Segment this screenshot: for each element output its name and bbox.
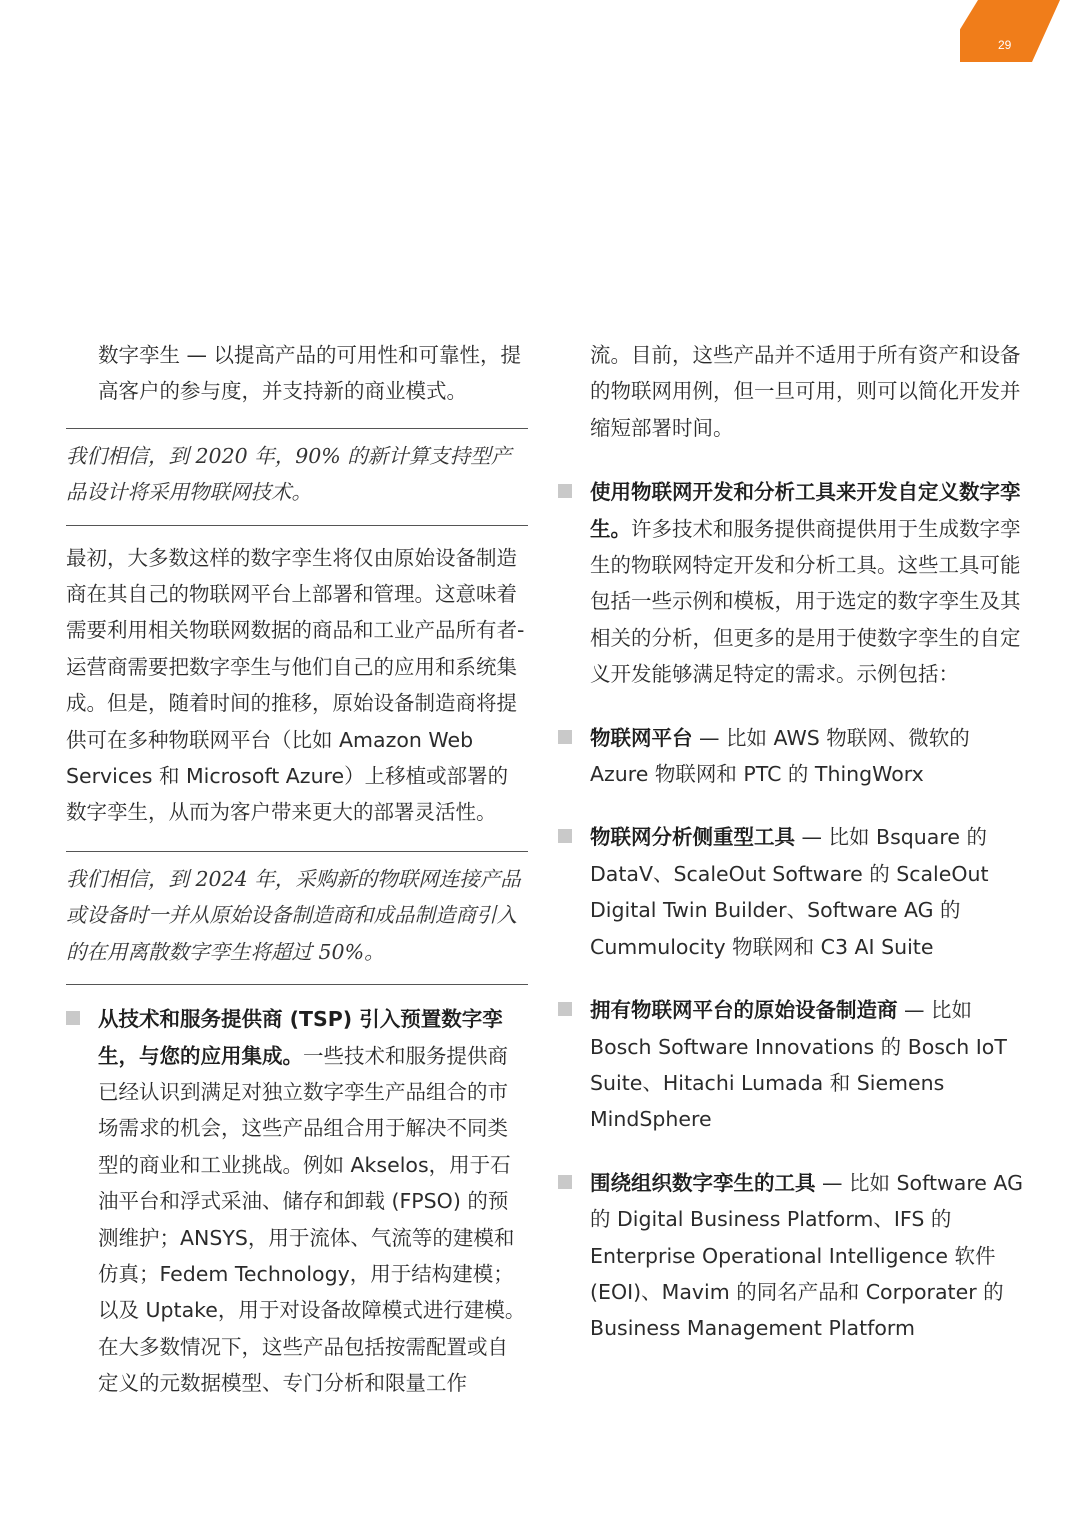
body-paragraph: 最初，大多数这样的数字孪生将仅由原始设备制造商在其自己的物联网平台上部署和管理。这意味着需要利用相关物联网数据的商品和工业产品所有者-运营商需要把数字孪生与他们自己的应用和系统集成。但是，随着时间的推移，原始设备制造商将提供可在多种物联网平台（比如 Amazon Web Services 和 Microsoft Azure）上移植或部署的数字孪生，从而为客户带来更大的部署灵活性。 — [66, 545, 525, 825]
bullet-square-icon — [558, 829, 572, 843]
bullet-dev-tools — [558, 474, 1024, 692]
example-item — [558, 1165, 1024, 1347]
bullet-text: 许多技术和服务提供商提供用于生成数字孪生的物联网特定开发和分析工具。这些工具可能包括一些示例和模板，用于选定的数字孪生及其相关的分析，但更多的是用于使数字孪生的自定义开发能够满足特定的需求。示例包括： — [590, 516, 1021, 687]
example-item — [558, 819, 1024, 965]
example-item — [558, 992, 1024, 1138]
example-heading: 拥有物联网平台的原始设备制造商 — [590, 998, 898, 1023]
example-text: — 比如 Bsquare 的 DataV、ScaleOut Software 的 ScaleOut Digital Twin Builder、Software AG 的 Cummulocity 物联网和 C3 AI Suite — [590, 825, 989, 959]
bullet-square-icon — [558, 484, 572, 498]
bullet-square-icon — [558, 730, 572, 744]
corner-tab — [960, 0, 1080, 62]
example-text: — 比如 Bosch Software Innovations 的 Bosch IoT Suite、Hitachi Lumada 和 Siemens MindSphere — [590, 998, 1007, 1132]
example-heading: 围绕组织数字孪生的工具 — [590, 1170, 816, 1195]
right-column — [558, 337, 1024, 1347]
example-text: — 比如 AWS 物联网、微软的 Azure 物联网和 PTC 的 ThingWorx — [590, 725, 970, 787]
pull-quote-2020: 我们相信，到 2020 年，90% 的新计算支持型产品设计将采用物联网技术。 — [66, 428, 528, 526]
left-column — [66, 337, 528, 1402]
continuation-paragraph: 流。目前，这些产品并不适用于所有资产和设备的物联网用例，但一旦可用，则可以简化开发并缩短部署时间。 — [590, 343, 1021, 440]
example-item — [558, 720, 1024, 793]
bullet-tsp — [66, 1001, 528, 1401]
example-heading: 物联网分析侧重型工具 — [590, 825, 795, 850]
intro-paragraph: 数字孪生 — 以提高产品的可用性和可靠性，提高客户的参与度，并支持新的商业模式。 — [98, 343, 522, 404]
example-text: — 比如 Software AG 的 Digital Business Platform、IFS 的 Enterprise Operational Intelligence 软件 (EOI)、Mavim 的同名产品和 Corporater 的 Business Management Platform — [590, 1170, 1023, 1341]
example-heading: 物联网平台 — [590, 725, 693, 750]
page-number: 29 — [998, 38, 1012, 52]
bullet-square-icon — [66, 1011, 80, 1025]
bullet-heading: 使用物联网开发和分析工具来开发自定义数字孪生。 — [590, 480, 1021, 541]
bullet-heading: 从技术和服务提供商 (TSP) 引入预置数字孪生，与您的应用集成。 — [98, 1007, 503, 1068]
bullet-square-icon — [558, 1002, 572, 1016]
bullet-square-icon — [558, 1175, 572, 1189]
bullet-text: 一些技术和服务提供商已经认识到满足对独立数字孪生产品组合的市场需求的机会，这些产品组合用于解决不同类型的商业和工业挑战。例如 Akselos，用于石油平台和浮式采油、储存和卸载 (FPSO) 的预测维护；ANSYS，用于流体、气流等的建模和仿真；Fedem Technology，用于结构建模；以及 Uptake，用于对设备故障模式进行建模。在大多数情况下，这些产品包括按需配置或自定义的元数据模型、专门分析和限量工作 — [98, 1043, 526, 1396]
pull-quote-2024: 我们相信，到 2024 年，采购新的物联网连接产品或设备时一并从原始设备制造商和成品制造商引入的在用离散数字孪生将超过 50%。 — [66, 851, 528, 985]
